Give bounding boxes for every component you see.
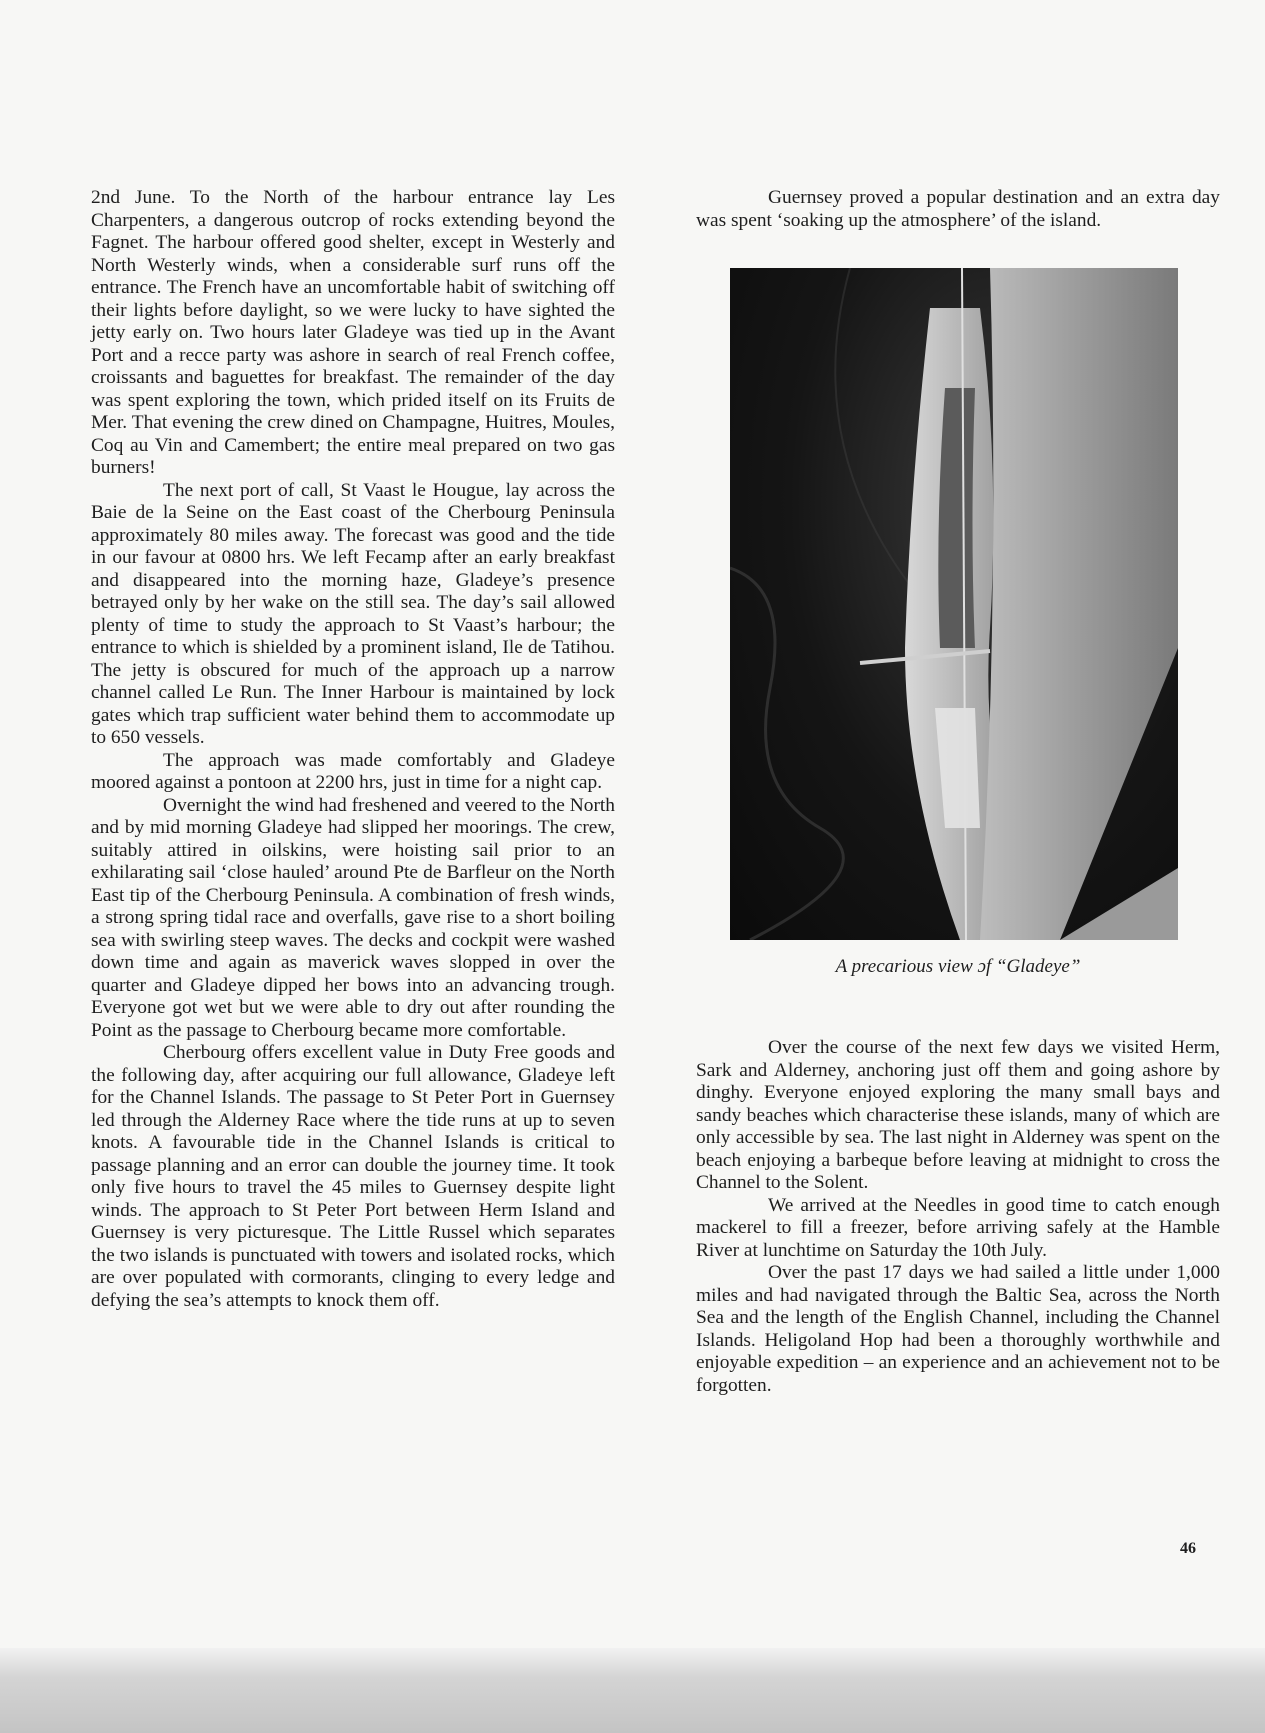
paragraph: Over the past 17 days we had sailed a little under 1,000 miles and had navigated through the Baltic Sea, across the North Sea and the length of the English Channel, including the Channel Islands. Heligoland Hop had been a thoroughly worthwhile and enjoyable expedition – an experience and an achievement not to be forgotten.	[696, 1262, 1220, 1396]
yacht-photo	[730, 268, 1178, 940]
paragraph: Over the course of the next few days we visited Herm, Sark and Alderney, anchoring just off them and going ashore by dinghy. Everyone enjoyed exploring the many small bays and sandy beaches which characterise these islands, many of which are only accessible by sea. The last night in Alderney was spent on the beach enjoying a barbeque before leaving at midnight to cross the Channel to the Solent.	[696, 1037, 1220, 1193]
paragraph: The approach was made comfortably and Gladeye moored against a pontoon at 2200 hrs, just in time for a night cap.	[91, 749, 615, 793]
page-number: 46	[1180, 1540, 1196, 1557]
paragraph: We arrived at the Needles in good time to catch enough mackerel to fill a freezer, before arriving safely at the Hamble River at lunchtime on Saturday the 10th July.	[696, 1194, 1220, 1261]
scan-shadow	[0, 1648, 1265, 1733]
paragraph: The next port of call, St Vaast le Hougue, lay across the Baie de la Seine on the East coast of the Cherbourg Peninsula approximately 80 miles away. The forecast was good and the tide in our favour at 0800 hrs. We left Fecamp after an early breakfast and disappeared into the morning haze, Gladeye’s presence betrayed only by her wake on the still sea. The day’s sail allowed plenty of time to study the approach to St Vaast’s harbour; the entrance to which is shielded by a prominent island, Ile de Tatihou. The jetty is obscured for much of the approach up a narrow channel called Le Run. The Inner Harbour is maintained by lock gates which trap sufficient water behind them to accommodate up to 650 vessels.	[91, 479, 615, 748]
paragraph: Overnight the wind had freshened and veered to the North and by mid morning Gladeye had slipped her moorings. The crew, suitably attired in oilskins, were hoisting sail prior to an exhilarating sail ‘close hauled’ around Pte de Barfleur on the North East tip of the Cherbourg Peninsula. A combination of fresh winds, a strong spring tidal race and overfalls, gave rise to a short boiling sea with swirling steep waves. The decks and cockpit were washed down time and again as maverick waves slopped in over the quarter and Gladeye dipped her bows into an advancing trough. Everyone got wet but we were able to dry out after rounding the Point as the passage to Cherbourg became more comfortable.	[91, 794, 615, 1041]
paragraph: Guernsey proved a popular destination and an extra day was spent ‘soaking up the atmosphere’ of the island.	[696, 187, 1220, 231]
paragraph: Cherbourg offers excellent value in Duty Free goods and the following day, after acquiring our full allowance, Gladeye left for the Channel Islands. The passage to St Peter Port in Guernsey led through the Alderney Race where the tide runs at up to seven knots. A favourable tide in the Channel Islands is critical to passage planning and an error can double the journey time. It took only five hours to travel the 45 miles to Guernsey despite light winds. The approach to St Peter Port between Herm Island and Guernsey is very picturesque. The Little Russel which separates the two islands is punctuated with towers and isolated rocks, which are over populated with cormorants, clinging to every ledge and defying the sea’s attempts to knock them off.	[91, 1042, 615, 1311]
left-text-column	[91, 187, 615, 1312]
photo-caption: A precarious view ɔf “Gladeye”	[835, 956, 1081, 977]
yacht-photo-illustration	[730, 268, 1178, 940]
paragraph: 2nd June. To the North of the harbour entrance lay Les Charpenters, a dangerous outcrop of rocks extending beyond the Fagnet. The harbour offered good shelter, except in Westerly and North Westerly winds, when a considerable surf runs off the entrance. The French have an uncomfortable habit of switching off their lights before daylight, so we were lucky to have sighted the jetty early on. Two hours later Gladeye was tied up in the Avant Port and a recce party was ashore in search of real French coffee, croissants and baguettes for breakfast. The remainder of the day was spent exploring the town, which prided itself on its Fruits de Mer. That evening the crew dined on Champagne, Huitres, Moules, Coq au Vin and Camembert; the entire meal prepared on two gas burners!	[91, 187, 615, 478]
